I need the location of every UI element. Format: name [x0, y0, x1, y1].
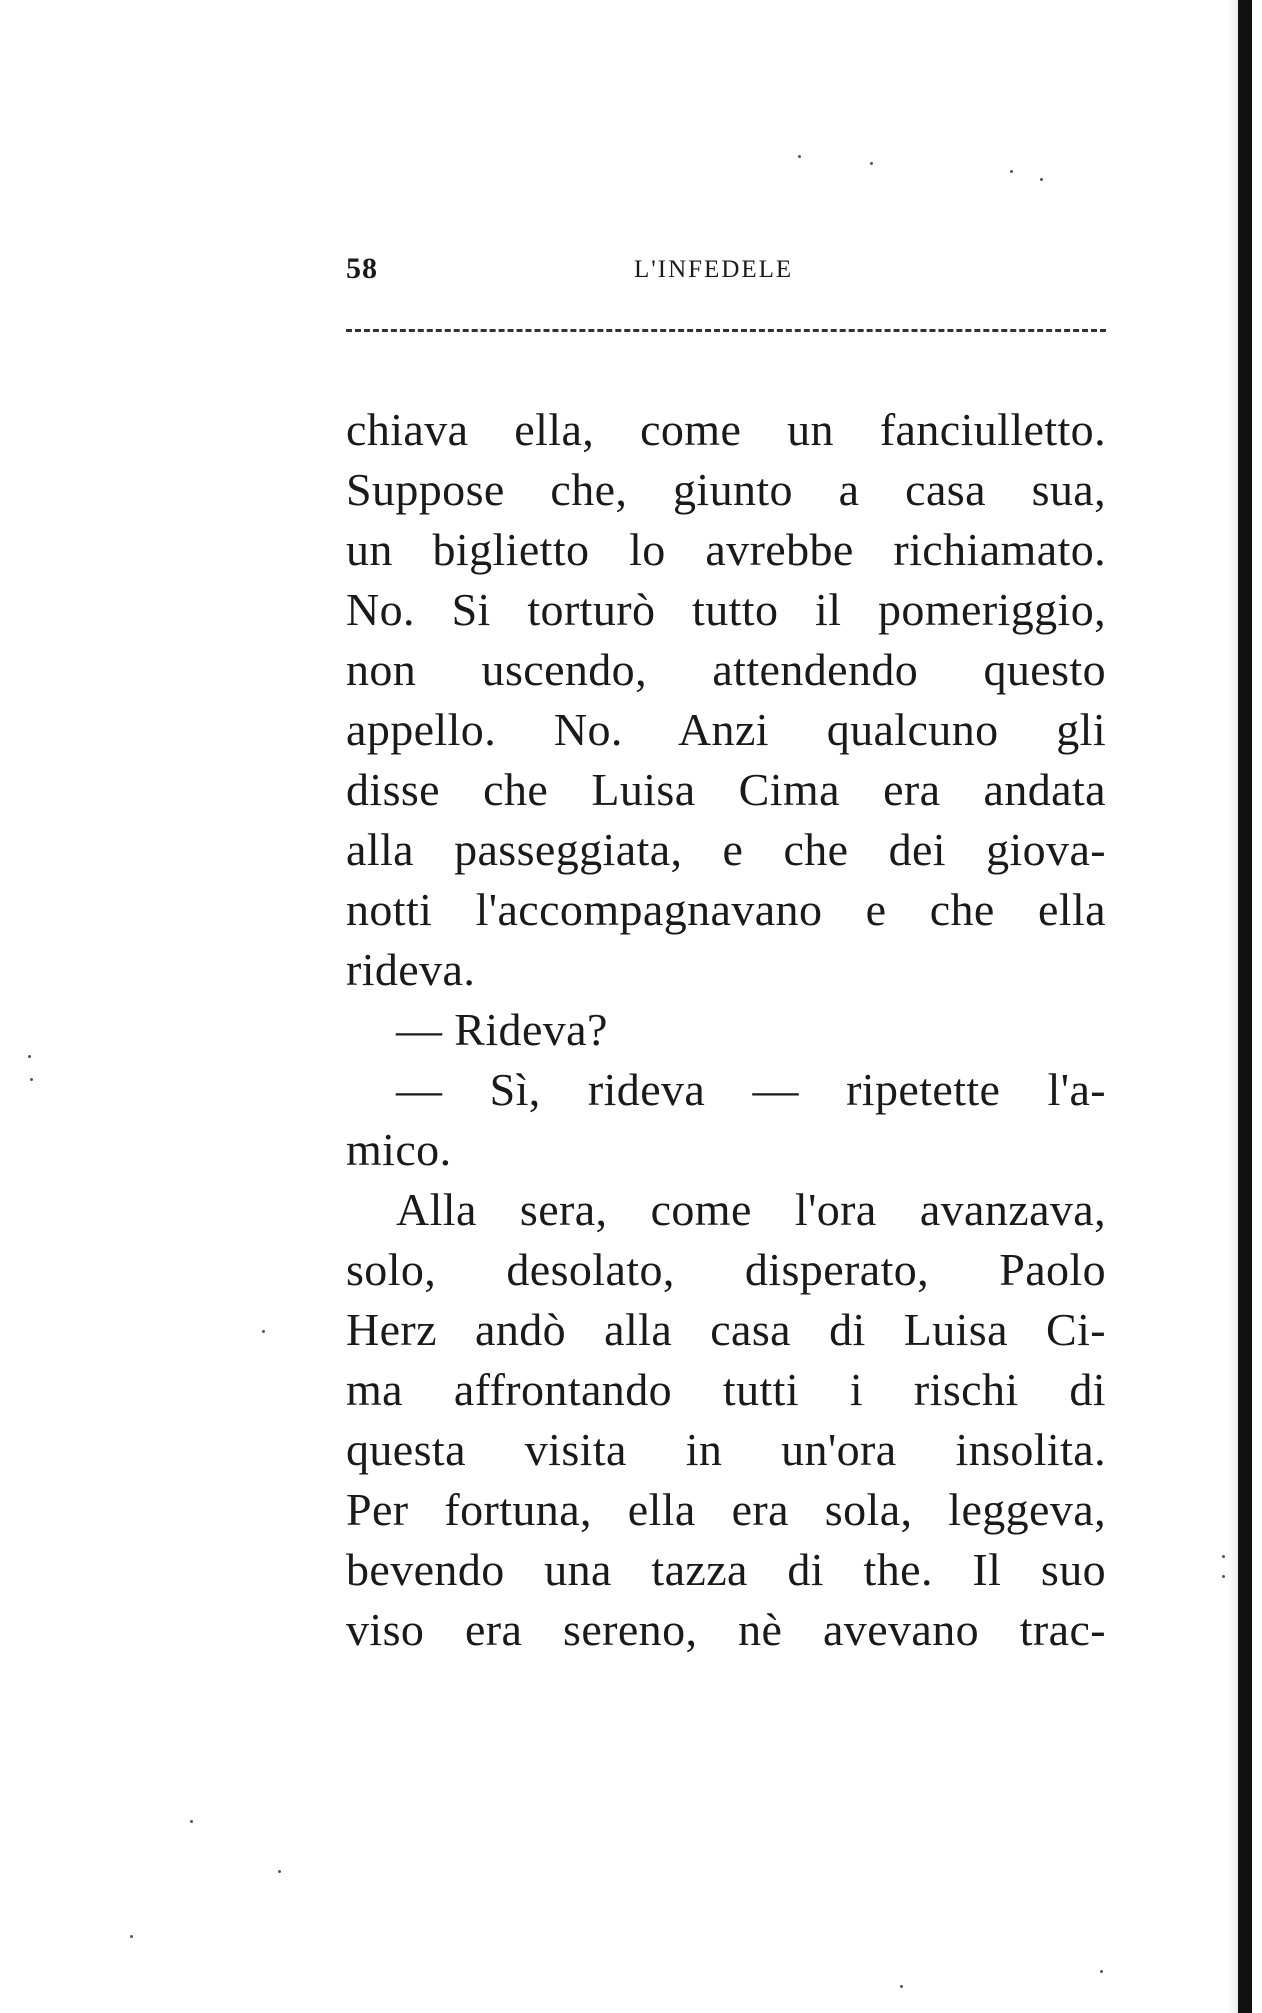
scan-edge-bar — [1238, 0, 1252, 2013]
text-line: Alla sera, come l'ora avanzava, — [396, 1184, 1106, 1235]
scan-speck — [190, 1820, 193, 1823]
text-line: solo, desolato, disperato, Paolo — [346, 1244, 1106, 1295]
text-line: notti l'accompagnavano e che ella — [346, 884, 1106, 935]
scan-speck — [1010, 170, 1013, 173]
scan-speck — [1222, 1555, 1225, 1558]
page-header — [346, 252, 1106, 292]
text-line: appello. No. Anzi qualcuno gli — [346, 704, 1106, 755]
scan-speck — [30, 1078, 33, 1081]
page-edge-shadow — [1228, 0, 1238, 2013]
text-line: viso era sereno, nè avevano trac- — [346, 1604, 1106, 1655]
text-line: alla passeggiata, e che dei giova- — [346, 824, 1106, 875]
text-line: un biglietto lo avrebbe richiamato. — [346, 524, 1106, 575]
text-line: rideva. — [346, 944, 476, 995]
text-line: disse che Luisa Cima era andata — [346, 764, 1106, 815]
scan-speck — [262, 1330, 265, 1333]
text-line: No. Si torturò tutto il pomeriggio, — [346, 584, 1106, 635]
header-rule — [346, 329, 1106, 332]
scan-speck — [870, 162, 873, 165]
text-line: bevendo una tazza di the. Il suo — [346, 1544, 1106, 1595]
body-text — [346, 400, 1106, 1660]
text-line: non uscendo, attendendo questo — [346, 644, 1106, 695]
text-line: ma affrontando tutti i rischi di — [346, 1364, 1106, 1415]
text-line: questa visita in un'ora insolita. — [346, 1424, 1106, 1475]
text-line: chiava ella, come un fanciulletto. — [346, 404, 1106, 455]
text-line: — Rideva? — [396, 1004, 608, 1055]
running-title: L'INFEDELE — [634, 256, 794, 283]
scan-speck — [28, 1055, 31, 1058]
scan-speck — [130, 1935, 133, 1938]
scan-speck — [278, 1870, 281, 1873]
scan-speck — [900, 1985, 903, 1988]
text-line: — Sì, rideva — ripetette l'a- — [396, 1064, 1106, 1115]
text-line: mico. — [346, 1124, 452, 1175]
text-line: Herz andò alla casa di Luisa Ci- — [346, 1304, 1106, 1355]
page-number: 58 — [346, 252, 378, 285]
text-line: Suppose che, giunto a casa sua, — [346, 464, 1106, 515]
text-line: Per fortuna, ella era sola, leggeva, — [346, 1484, 1106, 1535]
scan-speck — [798, 155, 801, 158]
scan-speck — [1222, 1575, 1225, 1578]
scan-speck — [1040, 178, 1043, 181]
scan-speck — [1100, 1970, 1103, 1973]
